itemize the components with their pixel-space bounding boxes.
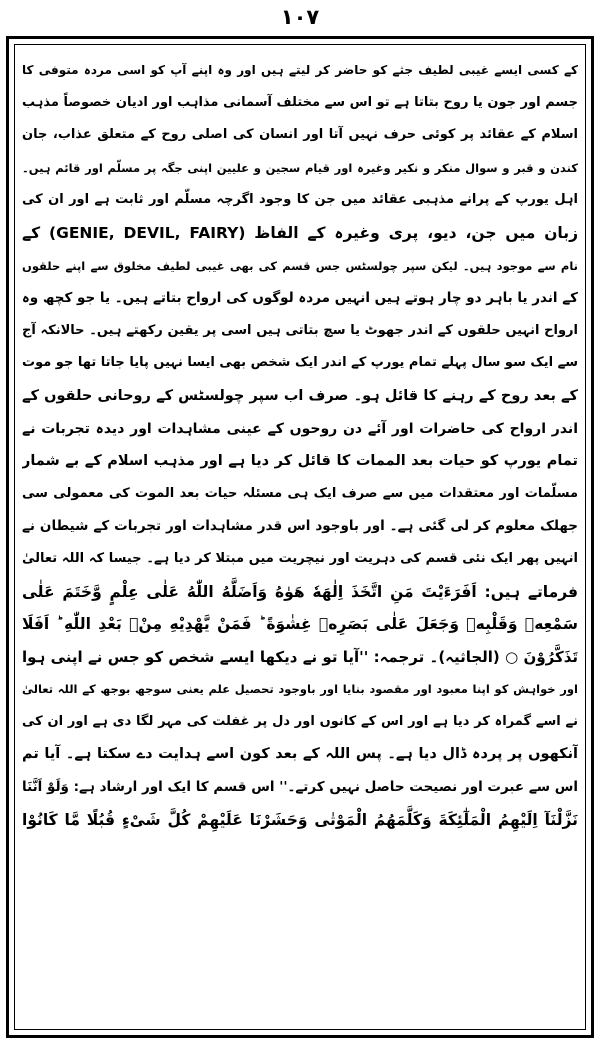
text-line-12: اندر ارواح کی حاضرات اور آئے دن روحوں کے عینی مشاہدات اور دیدہ تجربات نے <box>22 420 578 437</box>
text-line-9: ارواح انہیں حلقوں کے اندر جھوٹ یا سچ بتاتی ہیں اسی پر یقین رکھتے ہیں۔ حالانکہ آج <box>22 322 578 338</box>
page-body-text <box>22 54 578 836</box>
text-line-8: کے اندر یا باہر دو چار ہوتے ہیں انہیں مردہ لوگوں کی ارواح بتاتے ہیں۔ یا جو کچھ وہ <box>22 290 578 307</box>
quran-verse-line-3: نَزَّلْنَآ اِلَیْهِمُ الْمَلٰٓئِكَةَ وَكَلَّمَهُمُ الْمَوْتٰی وَحَشَرْنَا عَلَیْهِمْ كُلَّ شَیْءٍ قُبُلًا مَّا كَانُوْا <box>22 810 578 829</box>
text-line-15: جھلک معلوم کر لی گئی ہے۔ اور باوجود اس قدر مشاہدات اور تجربات کے شیطان نے <box>22 518 578 535</box>
translation-line-4: آنکھوں پر پردہ ڈال دیا ہے۔ پس اللہ کے بعد کون اسے ہدایت دے سکتا ہے۔ آیا تم <box>22 746 578 763</box>
text-line-1: کے کسی ایسے غیبی لطیف جثے کو حاضر کر لیتے ہیں اور وہ اپنے آپ کو اسی مردہ متوفی کا <box>22 63 578 77</box>
text-line-2: جسم اور جون یا روح بتاتا ہے تو اس سے مختلف آسمانی مذاہب اور ادیان خصوصاً مذہب <box>22 94 578 110</box>
translation-line-3: نے اسے گمراہ کر دیا ہے اور اس کے کانوں اور دل پر غفلت کی مہر لگا دی ہے اور ان کی <box>22 713 578 729</box>
translation-line-5: اس سے عبرت اور نصیحت حاصل نہیں کرتے۔'' اس قسم کا ایک اور ارشاد ہے: وَلَوْ اَنَّنَا <box>22 779 578 796</box>
text-line-4: کندن و قبر و سوال منکر و نکیر وغیرہ اور قیام سجین و علیین اپنی جگہ پر مسلّم اور قائم ہیں۔ <box>22 160 578 175</box>
quran-verse-line-2: سَمْعِهٖ وَقَلْبِهٖ وَجَعَلَ عَلٰی بَصَرِهٖ غِشٰوَةً ؕ فَمَنْ یَّهْدِیْهِ مِنْۢ بَعْدِ اللّٰهِ ؕ اَفَلَا <box>22 615 578 634</box>
translation-line-2: اور خواہش کو اپنا معبود اور مقصود بنایا اور باوجود تحصیل علم یعنی سوجھ بوجھ کے اللہ تعالیٰ <box>22 682 578 697</box>
text-line-6: زبان میں جن، دیو، پری وغیرہ کے الفاظ (GENIE, DEVIL, FAIRY) کے <box>22 223 578 242</box>
text-line-3: اسلام کے عقائد پر کوئی حرف نہیں آتا اور انسان کی اصلی روح کے متعلق عذاب، جان <box>22 127 578 143</box>
quran-verse-line-1: فرماتے ہیں: اَفَرَءَیْتَ مَنِ اتَّخَذَ اِلٰهَهٗ هَوٰهُ وَاَضَلَّهُ اللّٰهُ عَلٰی عِلْمٍ وَّخَتَمَ عَلٰی <box>22 582 578 601</box>
text-line-14: مسلّمات اور معتقدات میں سے صرف ایک ہی مسئلہ حیات بعد الموت کی معمولی سی <box>22 485 578 501</box>
text-line-5: اہل یورپ کے پرانے مذہبی عقائد میں جن کا وجود اگرچہ مسلّم اور ثابت ہے اور ان کی <box>22 192 578 208</box>
text-line-16: انہیں پھر ایک نئی قسم کی دہریت اور نیچریت میں مبتلا کر دیا ہے۔ جیسا کہ اللہ تعالیٰ <box>22 550 578 566</box>
page-number: ۱۰۷ <box>280 5 320 29</box>
text-line-13: تمام یورپ کو حیات بعد الممات کا قائل کر دیا ہے اور مذہب اسلام کے بے شمار <box>22 453 578 470</box>
translation-line-1: تَذَكَّرُوْنَ ○ (الجاثیہ)۔ ترجمہ: ''آیا تو نے دیکھا ایسے شخص کو جس نے اپنی ہوا <box>22 647 578 666</box>
text-line-11: کے بعد روح کے رہنے کا قائل ہو۔ صرف اب سپر چولسٹس کے روحانی حلقوں کے <box>22 387 578 404</box>
text-line-7: نام سے موجود ہیں۔ لیکن سپر چولسٹس جس قسم کی بھی غیبی لطیف مخلوق سے اپنے حلقوں <box>22 258 578 273</box>
text-line-10: سے ایک سو سال پہلے تمام یورپ کے اندر ایک شخص بھی ایسا نہیں پایا جاتا تھا جو موت <box>22 355 578 371</box>
